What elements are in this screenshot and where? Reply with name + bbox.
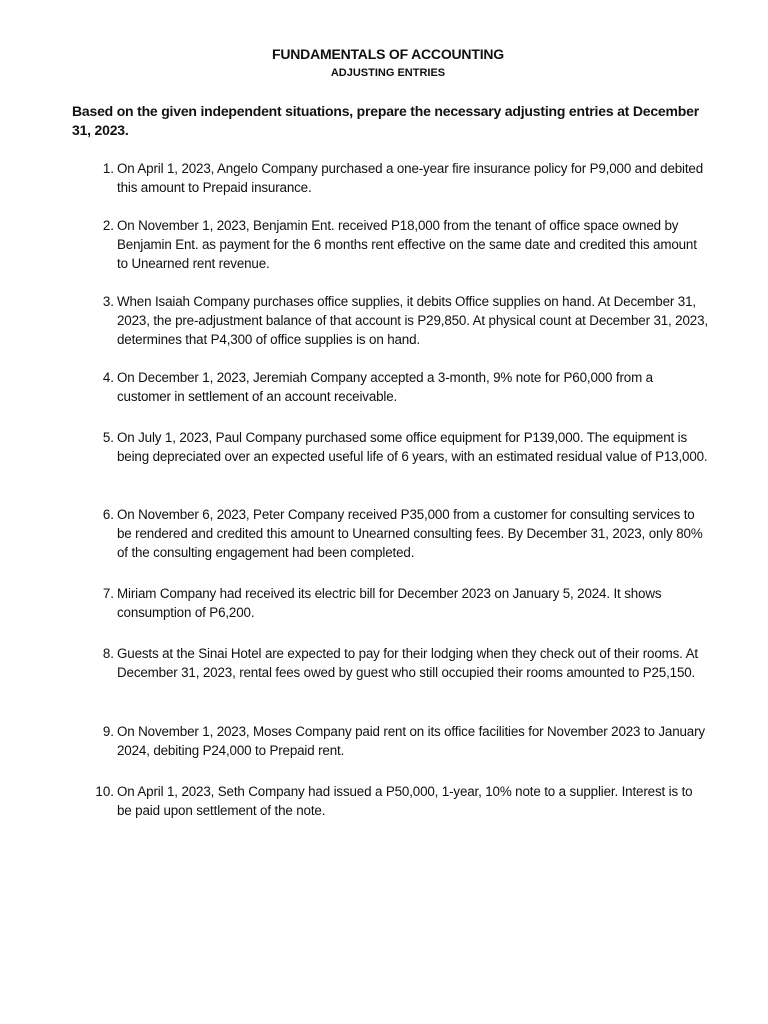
list-item-number: 4. <box>102 370 114 385</box>
list-item-text: On November 1, 2023, Benjamin Ent. received P18,000 from the tenant of office space owned by Benjamin Ent. as payment for the 6 months rent effective on the same date and credited this amount to Unearned rent revenue. <box>117 218 697 271</box>
list-item-text: Guests at the Sinai Hotel are expected to pay for their lodging when they check out of their rooms. At December 31, 2023, rental fees owed by guest who still occupied their rooms amounted to P25,150. <box>117 646 698 680</box>
list-item-number: 2. <box>102 218 114 233</box>
list-item-text: On December 1, 2023, Jeremiah Company accepted a 3-month, 9% note for P60,000 from a customer in settlement of an account receivable. <box>117 370 653 404</box>
list-item-text: Miriam Company had received its electric bill for December 2023 on January 5, 2024. It shows consumption of P6,200. <box>117 586 662 620</box>
list-item-text: On April 1, 2023, Angelo Company purchased a one-year fire insurance policy for P9,000 and debited this amount to Prepaid insurance. <box>117 161 704 195</box>
list-item-number: 5. <box>102 430 114 445</box>
list-item-text: On July 1, 2023, Paul Company purchased some office equipment for P139,000. The equipment is being depreciated over an expected useful life of 6 years, with an estimated residual value of P13,000. <box>117 430 708 464</box>
list-item-number: 1. <box>102 161 114 176</box>
instructions-paragraph: Based on the given independent situations, prepare the necessary adjusting entries at December 31, 2023. <box>72 103 699 138</box>
list-item-number: 6. <box>102 507 114 522</box>
list-item-number: 7. <box>102 586 114 601</box>
list-item-number: 3. <box>102 294 114 309</box>
list-item-text: On November 1, 2023, Moses Company paid rent on its office facilities for November 2023 to January 2024, debiting P24,000 to Prepaid rent. <box>117 724 705 758</box>
list-item-text: On November 6, 2023, Peter Company received P35,000 from a customer for consulting services to be rendered and credited this amount to Unearned consulting fees. By December 31, 2023, only 80% of the consulting engagement had been completed. <box>117 507 703 560</box>
list-item-text: On April 1, 2023, Seth Company had issued a P50,000, 1-year, 10% note to a supplier. Interest is to be paid upon settlement of the note. <box>117 784 693 818</box>
list-item-number: 8. <box>102 646 114 661</box>
list-item-number: 9. <box>102 724 114 739</box>
document-subtitle: ADJUSTING ENTRIES <box>330 67 446 79</box>
list-item-text: When Isaiah Company purchases office supplies, it debits Office supplies on hand. At December 31, 2023, the pre-adjustment balance of that account is P29,850. At physical count at December 31, 2023, determines that P4,300 of office supplies is on hand. <box>117 294 708 347</box>
list-item-number: 10. <box>95 784 114 799</box>
document-title: FUNDAMENTALS OF ACCOUNTING <box>271 46 504 62</box>
